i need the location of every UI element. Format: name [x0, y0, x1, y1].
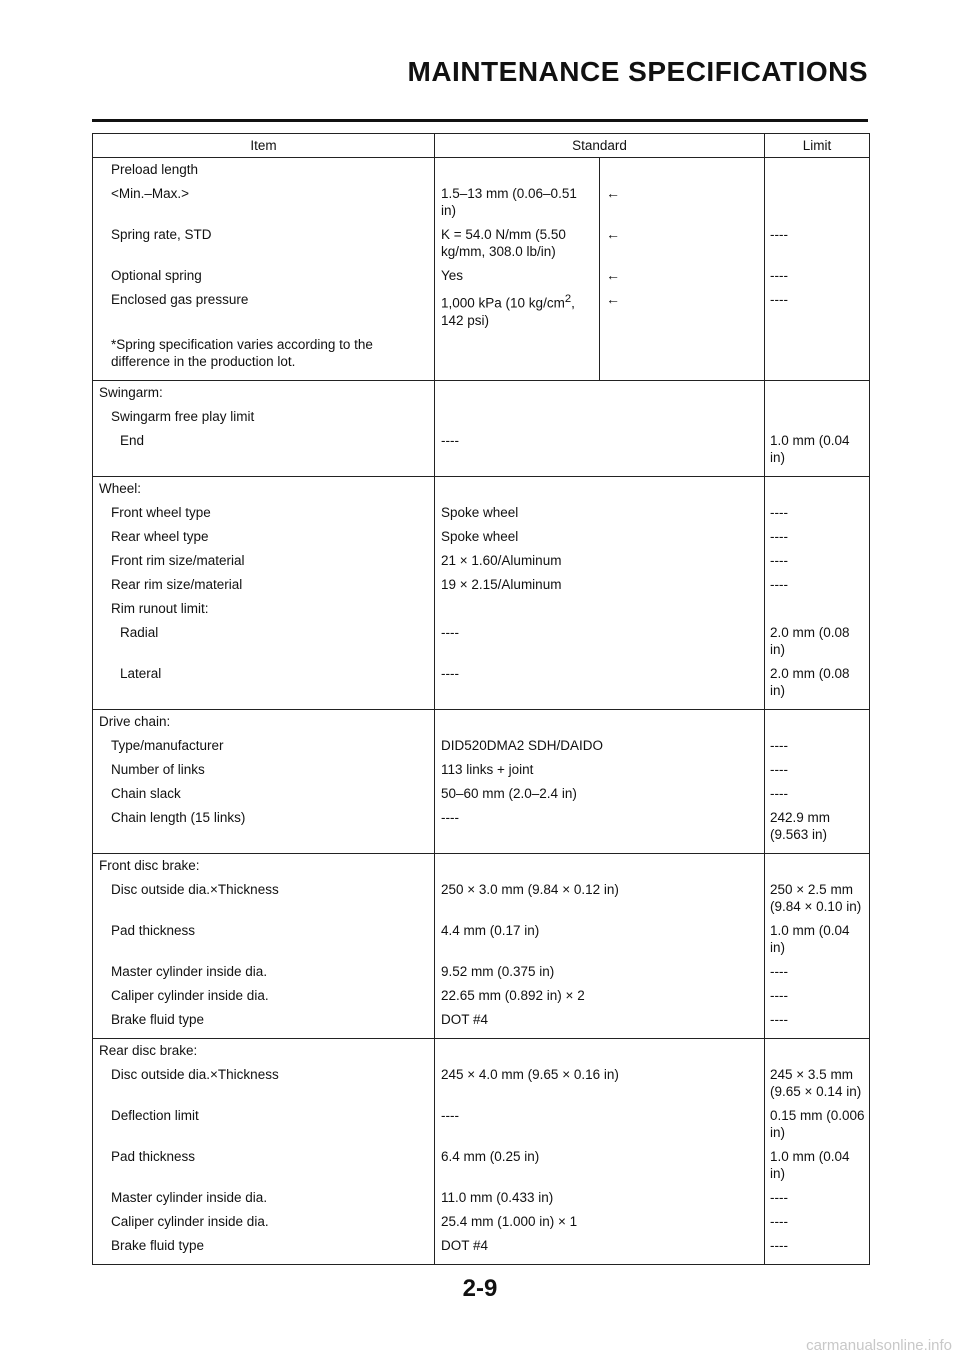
limit-cell: [765, 380, 870, 405]
table-row: [93, 960, 870, 984]
header-item: Item: [93, 134, 435, 158]
item-cell: Disc outside dia.×Thickness: [111, 1066, 279, 1082]
left-arrow-icon: ←: [600, 223, 765, 264]
limit-cell: ----: [765, 1234, 870, 1265]
item-cell: Brake fluid type: [93, 1008, 435, 1039]
standard-cell: [435, 709, 765, 734]
standard-cell: 6.4 mm (0.25 in): [435, 1145, 765, 1186]
spec-table: [92, 133, 870, 1265]
standard-cell: ----: [435, 1104, 765, 1145]
table-row: [93, 758, 870, 782]
shock-section: [93, 158, 870, 381]
table-row: [93, 573, 870, 597]
table-row: [93, 549, 870, 573]
table-row: [93, 853, 870, 878]
table-row: [93, 597, 870, 621]
page-number: 2-9: [462, 1275, 498, 1302]
standard-cell: 9.52 mm (0.375 in): [435, 960, 765, 984]
standard-cell: DOT #4: [435, 1234, 765, 1265]
table-row: [93, 878, 870, 919]
left-arrow-icon: ←: [600, 182, 765, 223]
item-cell: Master cylinder inside dia.: [111, 1189, 268, 1205]
table-row: [93, 984, 870, 1008]
item-cell: Radial: [120, 624, 159, 640]
table-row: [93, 182, 870, 223]
standard-cell: [435, 597, 765, 621]
table-row: [93, 158, 870, 183]
limit-cell: 242.9 mm (9.563 in): [765, 806, 870, 854]
item-cell: Lateral: [93, 662, 435, 710]
limit-cell: ----: [765, 758, 870, 782]
standard-cell: 11.0 mm (0.433 in): [435, 1186, 765, 1210]
item-cell: Caliper cylinder inside dia.: [111, 1213, 269, 1229]
limit-cell: ----: [765, 223, 870, 264]
table-row: [93, 501, 870, 525]
table-row: [93, 1186, 870, 1210]
standard-cell: Spoke wheel: [435, 525, 765, 549]
item-cell: End: [93, 429, 435, 477]
limit-cell: ----: [765, 734, 870, 758]
title-rule: [92, 119, 868, 122]
standard-cell: [435, 405, 765, 429]
table-row: [93, 1145, 870, 1186]
item-cell: Deflection limit: [111, 1107, 199, 1123]
standard-cell: ----: [435, 662, 765, 710]
group-heading: Front disc brake:: [99, 857, 200, 873]
table-row: [93, 1210, 870, 1234]
standard-cell: [435, 380, 765, 405]
table-row: [93, 734, 870, 758]
limit-cell: [765, 158, 870, 183]
item-cell: Master cylinder inside dia.: [111, 963, 268, 979]
limit-cell: [765, 476, 870, 501]
limit-cell: ----: [765, 573, 870, 597]
item-cell: Pad thickness: [111, 922, 196, 938]
limit-cell: [765, 405, 870, 429]
limit-cell: 250 × 2.5 mm (9.84 × 0.10 in): [765, 878, 870, 919]
table-row: [93, 405, 870, 429]
item-cell: Rear wheel type: [111, 528, 209, 544]
table-row: [93, 525, 870, 549]
item-cell: Rear rim size/material: [111, 576, 243, 592]
table-row: [93, 662, 870, 710]
limit-cell: ----: [765, 288, 870, 333]
table-row: [93, 429, 870, 477]
item-cell: Chain slack: [111, 785, 181, 801]
limit-cell: ----: [765, 549, 870, 573]
standard-cell: DID520DMA2 SDH/DAIDO: [435, 734, 765, 758]
standard-cell: [435, 288, 600, 333]
table-row: [93, 1063, 870, 1104]
standard-cell: 113 links + joint: [435, 758, 765, 782]
limit-cell: ----: [765, 264, 870, 288]
table-row: [93, 621, 870, 662]
watermark: carmanualsonline.info: [806, 1337, 952, 1354]
limit-cell: ----: [765, 960, 870, 984]
table-row: [93, 223, 870, 264]
item-cell: Rim runout limit:: [111, 600, 209, 616]
item-cell: Chain length (15 links): [93, 806, 435, 854]
standard-cell: 25.4 mm (1.000 in) × 1: [435, 1210, 765, 1234]
standard-cell: 21 × 1.60/Aluminum: [435, 549, 765, 573]
limit-cell: ----: [765, 1210, 870, 1234]
limit-cell: ----: [765, 1186, 870, 1210]
standard-cell: Yes: [435, 264, 600, 288]
table-row: [93, 709, 870, 734]
standard-cell: K = 54.0 N/mm (5.50 kg/mm, 308.0 lb/in): [435, 223, 600, 264]
standard-cell: 50–60 mm (2.0–2.4 in): [435, 782, 765, 806]
left-arrow-icon: [600, 333, 765, 381]
table-row: [93, 782, 870, 806]
item-cell: Caliper cylinder inside dia.: [111, 987, 269, 1003]
standard-cell: Spoke wheel: [435, 501, 765, 525]
item-cell: Preload length: [111, 162, 199, 177]
item-cell: Disc outside dia.×Thickness: [111, 881, 279, 897]
limit-cell: ----: [765, 525, 870, 549]
group-heading: Drive chain:: [99, 713, 171, 729]
superscript: 2: [564, 293, 572, 305]
spec-groups: [93, 380, 870, 1264]
table-row: [93, 476, 870, 501]
standard-text: , 142 psi): [441, 295, 575, 328]
limit-cell: [765, 1038, 870, 1063]
table-row: [93, 333, 870, 381]
table-row: [93, 1038, 870, 1063]
standard-cell: [435, 158, 600, 183]
left-arrow-icon: ←: [600, 264, 765, 288]
table-row: [93, 288, 870, 333]
table-row: [93, 380, 870, 405]
limit-cell: 0.15 mm (0.006 in): [765, 1104, 870, 1145]
item-cell: Number of links: [111, 761, 205, 777]
standard-cell: [435, 1038, 765, 1063]
limit-cell: 1.0 mm (0.04 in): [765, 1145, 870, 1186]
standard-cell: 245 × 4.0 mm (9.65 × 0.16 in): [435, 1063, 765, 1104]
standard-cell: [435, 476, 765, 501]
standard-cell: 4.4 mm (0.17 in): [435, 919, 765, 960]
table-header-row: [93, 134, 870, 158]
standard-cell: 19 × 2.15/Aluminum: [435, 573, 765, 597]
standard-cell: [435, 333, 600, 381]
limit-cell: ----: [765, 1008, 870, 1039]
item-cell: Enclosed gas pressure: [111, 292, 249, 307]
standard-cell: ----: [435, 621, 765, 662]
left-arrow-icon: [600, 158, 765, 183]
group-heading: Wheel:: [99, 480, 142, 496]
item-cell: Spring rate, STD: [111, 227, 212, 242]
limit-cell: [765, 333, 870, 381]
item-cell: Swingarm free play limit: [111, 408, 255, 424]
item-cell: <Min.–Max.>: [111, 186, 190, 201]
group-heading: Rear disc brake:: [99, 1042, 198, 1058]
item-cell: Optional spring: [111, 268, 202, 283]
limit-cell: [765, 597, 870, 621]
limit-cell: [765, 709, 870, 734]
standard-cell: DOT #4: [435, 1008, 765, 1039]
standard-text: 1,000 kPa (10 kg/cm: [441, 295, 565, 311]
header-standard: Standard: [435, 134, 765, 158]
item-cell: Brake fluid type: [93, 1234, 435, 1265]
table-row: [93, 919, 870, 960]
limit-cell: 2.0 mm (0.08 in): [765, 621, 870, 662]
item-cell: Front rim size/material: [111, 552, 245, 568]
table-row: [93, 264, 870, 288]
standard-cell: 22.65 mm (0.892 in) × 2: [435, 984, 765, 1008]
limit-cell: 1.0 mm (0.04 in): [765, 919, 870, 960]
standard-cell: ----: [435, 806, 765, 854]
limit-cell: [765, 182, 870, 223]
header-limit: Limit: [765, 134, 870, 158]
page-title: MAINTENANCE SPECIFICATIONS: [407, 56, 868, 87]
table-row: [93, 1008, 870, 1039]
item-cell: Type/manufacturer: [111, 737, 224, 753]
table-row: [93, 1234, 870, 1265]
limit-cell: [765, 853, 870, 878]
item-cell: *Spring specification varies according to the difference in the production lot.: [93, 333, 435, 381]
limit-cell: 2.0 mm (0.08 in): [765, 662, 870, 710]
standard-cell: [435, 853, 765, 878]
item-cell: Front wheel type: [111, 504, 211, 520]
left-arrow-icon: ←: [600, 288, 765, 333]
limit-cell: 1.0 mm (0.04 in): [765, 429, 870, 477]
table-row: [93, 1104, 870, 1145]
standard-cell: 250 × 3.0 mm (9.84 × 0.12 in): [435, 878, 765, 919]
standard-cell: 1.5–13 mm (0.06–0.51 in): [435, 182, 600, 223]
table-row: [93, 806, 870, 854]
group-heading: Swingarm:: [99, 384, 163, 400]
standard-cell: ----: [435, 429, 765, 477]
limit-cell: 245 × 3.5 mm (9.65 × 0.14 in): [765, 1063, 870, 1104]
limit-cell: ----: [765, 782, 870, 806]
item-cell: Pad thickness: [111, 1148, 196, 1164]
limit-cell: ----: [765, 984, 870, 1008]
limit-cell: ----: [765, 501, 870, 525]
